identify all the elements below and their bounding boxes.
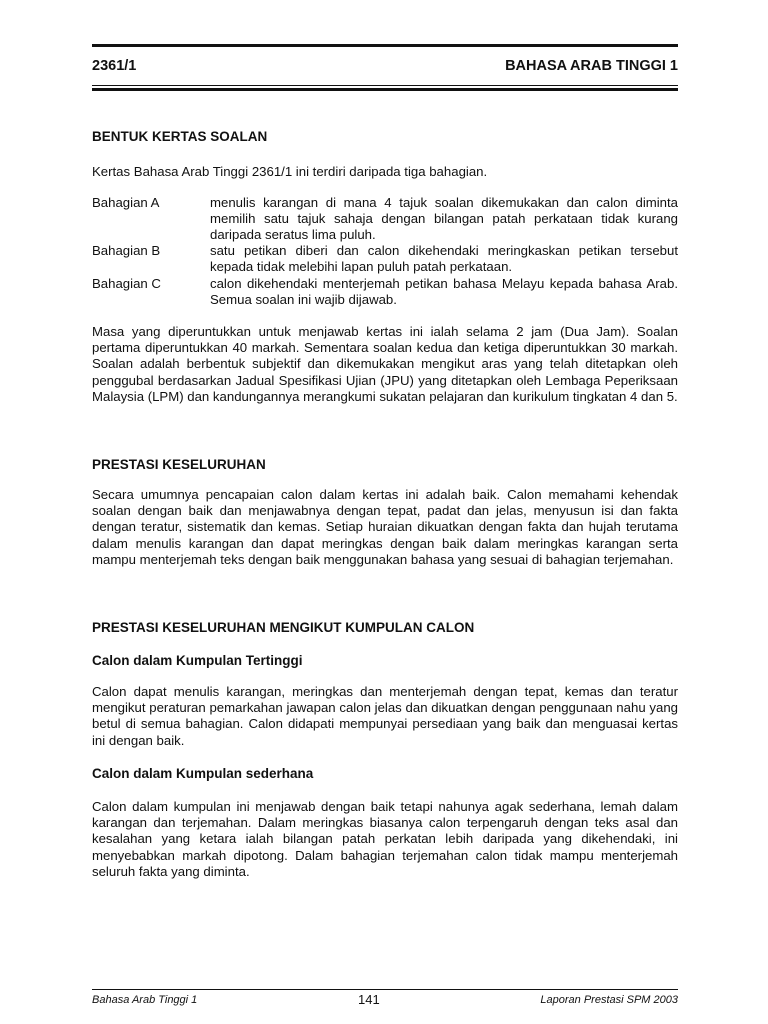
part-name: Bahagian C — [92, 276, 161, 291]
section-bentuk-heading-block — [92, 129, 678, 144]
section-prestasi-heading-block — [92, 457, 678, 472]
document-page — [92, 44, 678, 1024]
part-name: Bahagian A — [92, 195, 160, 210]
masa-paragraph: Masa yang diperuntukkan untuk menjawab kertas ini ialah selama 2 jam (Dua Jam). Soalan pertama diperuntukkan 40 markah. Sementara soalan kedua dan ketiga diperuntukkan 30 markah. Soalan adalah berbentuk subjektif dan dikemukakan mengikut aras yang telah ditetapkan oleh penggubal berdasarkan Jadual Spesifikasi Ujian (JPU) yang ditetapkan oleh Lembaga Peperiksaan Malaysia (LPM) dan kandungannya merangkumi sukatan pelajaran dan kurikulum tingkatan 4 dan 5. — [92, 324, 678, 404]
subsection-tertinggi-heading-block — [92, 653, 678, 668]
section-heading: PRESTASI KESELURUHAN MENGIKUT KUMPULAN CALON — [92, 620, 475, 635]
section-prestasi-body-block — [92, 487, 678, 568]
subsection-sederhana-body-block — [92, 799, 678, 880]
section-heading: BENTUK KERTAS SOALAN — [92, 129, 268, 144]
section-bentuk-intro-block — [92, 164, 678, 180]
sederhana-paragraph: Calon dalam kumpulan ini menjawab dengan baik tetapi nahunya agak sederhana, lemah dalam karangan dan terjemahan. Dalam meringkas biasanya calon terpengaruh dengan teks asal dan kesalahan yang ketara ialah bilangan patah perkatan lebih daripada yang dikehendaki, ini menyebabkan markah dipotong. Dalam bahagian terjemahan calon tidak mampu menterjemah seluruh fakta yang diminta. — [92, 799, 678, 879]
page-footer — [92, 989, 678, 1007]
paper-subject: BAHASA ARAB TINGGI 1 — [505, 58, 678, 74]
page-number: 141 — [358, 992, 380, 1007]
part-name: Bahagian B — [92, 243, 161, 258]
part-row-a — [92, 195, 678, 243]
footer-report-title: Laporan Prestasi SPM 2003 — [540, 993, 678, 1006]
page-header — [92, 44, 678, 91]
section-heading: PRESTASI KESELURUHAN — [92, 457, 266, 472]
header-bottom-thin-rule — [92, 85, 678, 86]
subsection-heading: Calon dalam Kumpulan Tertinggi — [92, 653, 303, 668]
part-description: menulis karangan di mana 4 tajuk soalan dikemukakan dan calon diminta memilih satu tajuk sahaja dengan bilangan patah perkataan tidak kurang daripada seratus lima puluh. — [210, 195, 678, 243]
part-row-c — [92, 276, 678, 309]
intro-paragraph: Kertas Bahasa Arab Tinggi 2361/1 ini terdiri daripada tiga bahagian. — [92, 164, 488, 179]
tertinggi-paragraph: Calon dapat menulis karangan, meringkas dan menterjemah dengan tepat, kemas dan teratur mengikut peraturan pemarkahan jawapan calon jelas dan dikuatkan dengan penggunaan nahu yang betul di semua bahagian. Calon didapati mempunyai persediaan yang baik dan menguasai kertas ini dengan baik. — [92, 684, 678, 748]
paper-code: 2361/1 — [92, 58, 137, 74]
subsection-tertinggi-body-block — [92, 684, 678, 749]
subsection-heading: Calon dalam Kumpulan sederhana — [92, 766, 314, 781]
part-description: satu petikan diberi dan calon dikehendaki meringkaskan petikan tersebut kepada tidak melebihi lapan puluh patah perkataan. — [210, 243, 678, 275]
part-description: calon dikehendaki menterjemah petikan bahasa Melayu kepada bahasa Arab. Semua soalan ini wajib dijawab. — [210, 276, 678, 308]
footer-subject: Bahasa Arab Tinggi 1 — [92, 993, 198, 1006]
section-kumpulan-heading-block — [92, 620, 678, 635]
part-row-b — [92, 243, 678, 276]
header-bottom-thick-rule — [92, 88, 678, 91]
prestasi-paragraph: Secara umumnya pencapaian calon dalam kertas ini adalah baik. Calon memahami kehendak soalan dengan baik dan menjawabnya dengan tepat, padat dan jelas, menyusun isi dan fakta dengan teratur, sistematik dan kemas. Setiap huraian dikuatkan dengan fakta dan hujah terutama dalam menulis karangan dan dapat meringkas dengan baik dalam meringkas karangan serta mampu menterjemah teks dengan baik menggunakan bahasa yang sesuai di bahagian terjemahan. — [92, 487, 678, 567]
parts-list — [92, 195, 678, 309]
section-bentuk-masa-block — [92, 324, 678, 405]
subsection-sederhana-heading-block — [92, 766, 678, 781]
